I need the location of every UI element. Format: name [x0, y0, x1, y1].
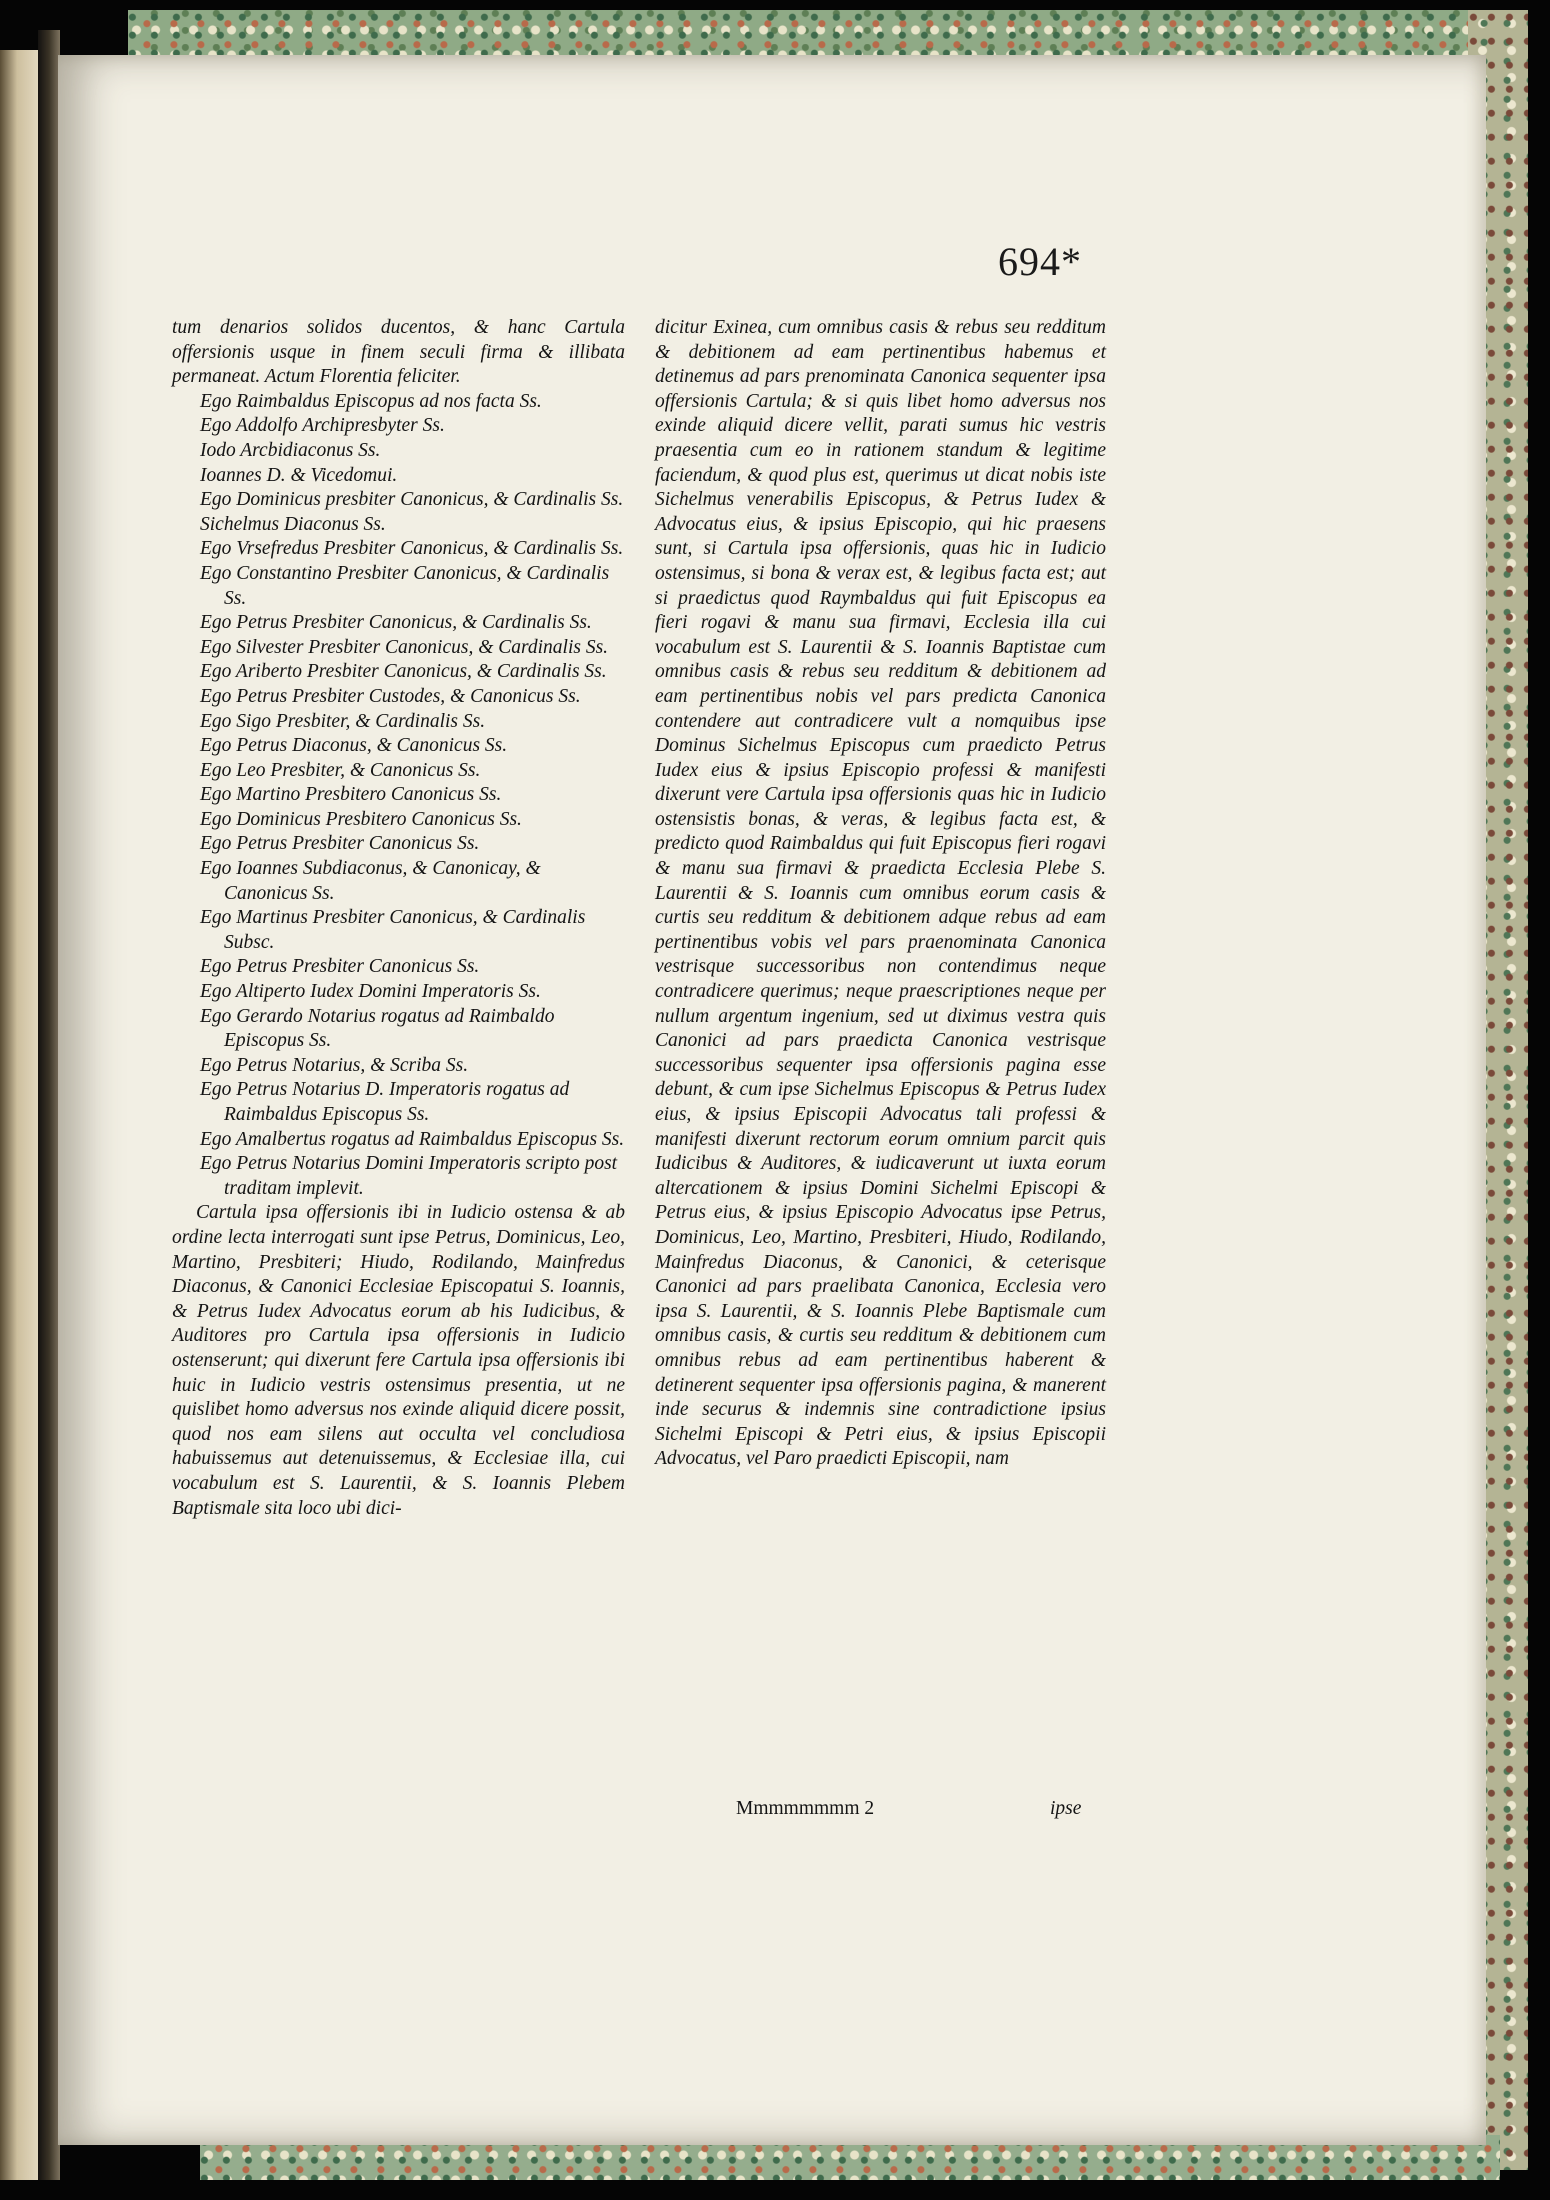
signature-line: Ego Vrsefredus Presbiter Canonicus, & Cardinalis Ss.: [200, 538, 624, 560]
signature-line: Ego Addolfo Archipresbyter Ss.: [200, 415, 445, 437]
signature-line: Iodo Arcbidiaconus Ss.: [200, 439, 381, 461]
signature-line: Ego Amalbertus rogatus ad Raimbaldus Episcopus Ss.: [200, 1128, 625, 1150]
signature-line: Ego Leo Presbiter, & Canonicus Ss.: [200, 759, 481, 781]
signature-line: Ego Raimbaldus Episcopus ad nos facta Ss.: [200, 390, 542, 412]
signature-line: Ego Petrus Presbiter Canonicus, & Cardinalis Ss.: [200, 612, 592, 634]
marbled-edge-top: [128, 10, 1490, 60]
signature-line: Ego Silvester Presbiter Canonicus, & Cardinalis Ss.: [200, 636, 609, 658]
signature-line: Ego Martino Presbitero Canonicus Ss.: [200, 784, 502, 806]
right-column-text: dicitur Exinea, cum omnibus casis & rebus seu redditum & debitionem ad eam pertinentibus habemus et detinemus ad pars prenominata Canonica sequenter ipsa offersionis Cartula; & si quis libet homo adversus nos exinde aliquid dicere vellit, parati sumus hic vestris praesentia cum eo in rationem standum & legitime faciendum, & quod plus est, querimus ut dicat nobis iste Sichelmus venerabilis Episcopus, & Petrus Iudex & Advocatus eius, & ipsius Episcopio, qui hic praesens sunt, si Cartula ipsa offersionis, quas hic in Iudicio ostensimus, si bona & verax est, & legibus facta est; aut si praedictus quod Raymbaldus qui fuit Episcopus ea fieri rogavi & manu sua firmavi, Ecclesia illa cui vocabulum est S. Laurentii & S. Ioannis Baptistae cum omnibus casis & rebus seu redditum & debitionem ad eam pertinentibus nobis vel pars predicta Canonica contendere aut contradicere vult a nomquibus ipse Dominus Sichelmus Episcopus cum praedicto Petrus Iudex eius & ipsius Episcopio professi & manifesti dixerunt vere Cartula ipsa offersionis quas hic in Iudicio ostensistis bonas, & veras, & legibus facta est, & predicto quod Raimbaldus qui fuit Episcopus fieri rogavi & manu sua firmavi & praedicta Ecclesia Plebe S. Laurentii & S. Ioannis cum omnibus eorum casis & curtis seu redditum & debitionem adque rebus ad eam pertinentibus vobis vel pars praenominata Canonica vestrisque successoribus non contendimus neque contradicere querimus; neque praescriptiones neque per nullum argentum ingenium, sed ut diximus vestra quis Canonici ad pars praedicta Canonica vestrisque successoribus sequenter ipsa offersionis pagina esse debunt, & cum ipse Sichelmus Episcopus & Petrus Iudex eius, & ipsius Episcopii Advocatus tali professi & manifesti dixerunt rectorum eorum omnium parcit quis Iudicibus & Auditores, & iudicaverunt ut iuxta eorum altercationem & ipsius Domini Sichelmi Episcopi & Petrus eius, & ipsius Episcopio Advocatus ipse Petrus, Dominicus, Leo, Martino, Presbiteri, Hiudo, Rodilando, Mainfredus Diaconus, & Canonici, & ceterisque Canonici ad pars praelibata Canonica, Ecclesia vero ipsa S. Laurentii, & S. Ioannis Plebe Baptismale cum omnibus casis, & curtis seu redditum & debitionem cum omnibus rebus ad eam pertinentibus haberent & detinerent sequenter ipsa offersionis pagina, & manerent inde securus & indemnis sine contradictione ipsius Sichelmi Episcopi & Petri eius, & ipsius Episcopii Advocatus, vel Paro praedicti Episcopii, nam: [655, 317, 1106, 1470]
signature-line: Sichelmus Diaconus Ss.: [200, 513, 386, 535]
signature-line: Ego Constantino Presbiter Canonicus, & Cardinalis Ss.: [200, 562, 610, 609]
signature-line: Ego Petrus Presbiter Custodes, & Canonicus Ss.: [200, 685, 581, 707]
left-column: [172, 316, 625, 1521]
signature-line: Ioannes D. & Vicedomui.: [200, 464, 398, 486]
page-number: 694*: [998, 239, 1082, 284]
previous-page-edge: [0, 50, 38, 2180]
signature-line: Ego Dominicus Presbitero Canonicus Ss.: [200, 808, 522, 830]
signature-line: Ego Petrus Diaconus, & Canonicus Ss.: [200, 735, 508, 757]
signature-line: Ego Altiperto Iudex Domini Imperatoris Ss.: [200, 981, 541, 1003]
catchword: ipse: [1050, 1798, 1082, 1819]
book-gutter: [38, 30, 60, 2180]
signature-line: Ego Gerardo Notarius rogatus ad Raimbaldo Episcopus Ss.: [200, 1005, 555, 1052]
signature-line: Ego Petrus Presbiter Canonicus Ss.: [200, 956, 480, 978]
signature-line: Ego Sigo Presbiter, & Cardinalis Ss.: [200, 710, 486, 732]
signature-line: Ego Petrus Notarius D. Imperatoris rogatus ad Raimbaldus Episcopus Ss.: [200, 1079, 570, 1125]
signature-line: Ego Petrus Notarius, & Scriba Ss.: [200, 1054, 469, 1076]
signature-line: Ego Dominicus presbiter Canonicus, & Cardinalis Ss.: [200, 489, 624, 511]
opening-paragraph: tum denarios solidos ducentos, & hanc Cartula offersionis usque in finem seculi firma & illibata permaneat. Actum Florentia feliciter.: [172, 317, 625, 388]
signature-mark: Mmmmmmmm 2: [736, 1798, 875, 1819]
signature-line: Ego Petrus Notarius Domini Imperatoris scripto post traditam implevit.: [200, 1153, 618, 1199]
right-column: [655, 316, 1106, 1472]
signature-line: Ego Ariberto Presbiter Canonicus, & Cardinalis Ss.: [200, 661, 607, 683]
signature-line: Ego Martinus Presbiter Canonicus, & Cardinalis Subsc.: [200, 907, 586, 953]
signature-line: Ego Ioannes Subdiaconus, & Canonicay, & Canonicus Ss.: [200, 858, 541, 904]
closing-paragraph: Cartula ipsa offersionis ibi in Iudicio ostensa & ab ordine lecta interrogati sunt ipse Petrus, Dominicus, Leo, Martino, Presbiteri; Hiudo, Rodilando, Mainfredus Diaconus, & Canonici Ecclesiae Episcopatui S. Ioannis, & Petrus Iudex Advocatus eorum ab his Iudicibus, & Auditores pro Cartula ipsa offersionis in Iudicio ostenserunt; qui dixerunt fere Cartula ipsa offersionis ibi huic in Iudicio vestris ostensimus presentia, ut ne quislibet homo adversus nos exinde aliquid dicere possit, quod nos eam silens aut occulta vel concludiosa habuissemus aut detenuissemus, & Ecclesiae illa, cui vocabulum est S. Laurentii, & S. Ioannis Plebem Baptismale sita loco ubi dici-: [172, 1202, 625, 1519]
signature-line: Ego Petrus Presbiter Canonicus Ss.: [200, 833, 480, 855]
